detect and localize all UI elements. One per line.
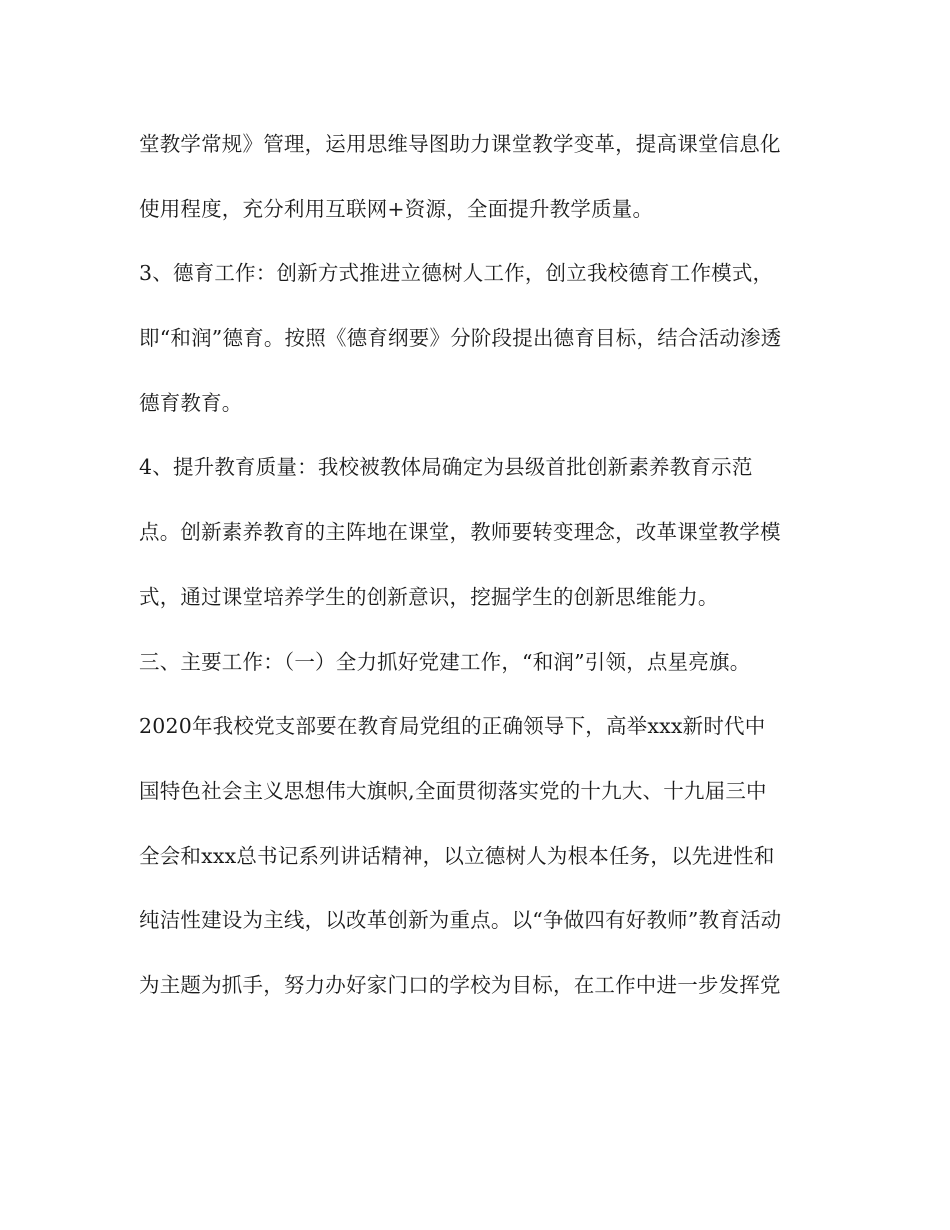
text-line-1: 堂教学常规》管理，运用思维导图助力课堂教学变革，提高课堂信息化 [139,132,781,156]
text-line-6: 4、提升教育质量：我校被教体局确定为县级首批创新素养教育示范 [139,455,753,480]
text-line-2: 使用程度，充分利用互联网+资源，全面提升教学质量。 [139,196,654,221]
document-body [139,124,829,1030]
text-line-4: 即“和润”德育。按照《德育纲要》分阶段提出德育目标，结合活动渗透 [139,326,782,351]
text-line-7: 点。创新素养教育的主阵地在课堂，教师要转变理念，改革课堂教学模 [139,520,781,545]
text-line-9: 三、主要工作：（一）全力抓好党建工作，“和润”引领，点星亮旗。 [139,649,751,674]
text-line-3: 3、德育工作：创新方式推进立德树人工作，创立我校德育工作模式， [139,261,774,286]
text-line-12: 全会和xxx总书记系列讲话精神，以立德树人为根本任务，以先进性和 [139,843,775,868]
text-line-10: 2020年我校党支部要在教育局党组的正确领导下，高举xxx新时代中 [139,714,766,739]
text-line-11: 国特色社会主义思想伟大旗帜,全面贯彻落实党的十九大、十九届三中 [139,778,767,803]
text-line-8: 式，通过课堂培养学生的创新意识，挖掘学生的创新思维能力。 [139,584,719,609]
text-line-14: 为主题为抓手，努力办好家门口的学校为目标，在工作中进一步发挥党 [139,972,781,997]
text-line-5: 德育教育。 [139,390,243,415]
text-line-13: 纯洁性建设为主线，以改革创新为重点。以“争做四有好教师”教育活动 [139,908,782,933]
